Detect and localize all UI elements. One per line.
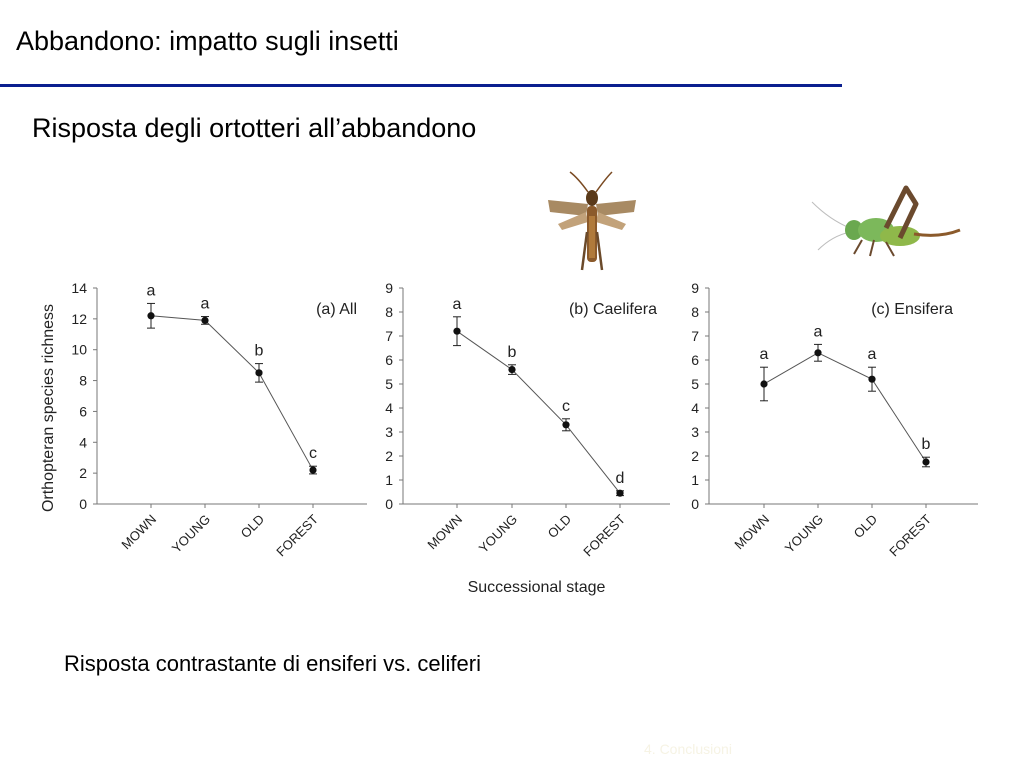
panel-3-y-tick-label: 1 <box>691 472 699 488</box>
panel-1-significance-letter: c <box>309 445 317 463</box>
panel-1-series-line <box>151 316 313 470</box>
panel-1-category-label: YOUNG <box>168 511 214 556</box>
panel-3-y-tick-label: 8 <box>691 304 699 320</box>
slide-caption: Risposta contrastante di ensiferi vs. celiferi <box>64 651 481 676</box>
panel-1-y-tick-label: 6 <box>79 403 87 420</box>
panel-3-y-tick-label: 7 <box>691 328 699 344</box>
panel-3-significance-letter: b <box>921 436 931 454</box>
panel-3-y-tick-label: 5 <box>691 376 699 392</box>
panel-3-y-tick-label: 0 <box>691 496 699 512</box>
panel-2-significance-letter: a <box>452 295 462 313</box>
panel-1-significance-letter: a <box>200 295 210 313</box>
panel-1-significance-letter: b <box>254 342 264 360</box>
panel-2-y-tick-label: 4 <box>385 400 393 416</box>
panel-1-category-label: FOREST <box>273 511 322 560</box>
panel-2-y-tick-label: 8 <box>385 304 393 320</box>
panel-3-significance-letter: a <box>759 346 769 364</box>
slide-title: Abbandono: impatto sugli insetti <box>16 26 399 56</box>
panel-1-y-tick-label: 12 <box>71 310 87 327</box>
panel-1-y-tick-label: 10 <box>71 341 87 358</box>
panel-1-data-point <box>255 369 262 376</box>
panel-3-y-tick-label: 4 <box>691 400 699 416</box>
panel-1-y-tick-label: 0 <box>79 496 87 512</box>
panel-1-y-tick-label: 4 <box>79 434 87 451</box>
panel-1-category-label: MOWN <box>118 511 160 553</box>
panel-1-category-label: OLD <box>237 511 268 542</box>
panel-2-y-tick-label: 5 <box>385 376 393 392</box>
panel-1-significance-letter: a <box>146 282 156 300</box>
panel-2-title: (b) Caelifera <box>568 301 657 318</box>
slide-subtitle: Risposta degli ortotteri all’abbandono <box>32 113 477 143</box>
panel-3-title: (c) Ensifera <box>871 301 953 318</box>
panel-2-significance-letter: b <box>507 343 517 361</box>
panel-2-data-point <box>508 366 515 373</box>
panel-2-series-line <box>457 331 620 493</box>
panel-2-category-label: YOUNG <box>475 511 521 556</box>
bush-cricket-icon <box>812 188 960 256</box>
panel-3-y-tick-label: 9 <box>691 280 699 296</box>
panel-3-significance-letter: a <box>867 346 877 364</box>
panel-2-category-label: OLD <box>544 511 575 542</box>
panel-3-category-label: FOREST <box>886 511 935 560</box>
panel-2-y-tick-label: 0 <box>385 496 393 512</box>
panel-3-y-tick-label: 2 <box>691 448 699 464</box>
panel-3-data-point <box>814 349 821 356</box>
panel-2-x-axis-label: Successional stage <box>467 579 606 596</box>
panel-1-y-axis-label: Orthopteran species richness <box>40 303 57 513</box>
panel-2-category-label: FOREST <box>580 511 629 560</box>
panel-3-series-line <box>764 353 926 462</box>
panel-1-title: (a) All <box>316 301 357 318</box>
grasshopper-icon <box>548 172 636 270</box>
panel-1-y-tick-label: 8 <box>79 372 87 389</box>
panel-2-y-tick-label: 2 <box>385 448 393 464</box>
panel-2-category-label: MOWN <box>424 511 466 553</box>
panel-2-y-tick-label: 3 <box>385 424 393 440</box>
panel-1-y-tick-label: 2 <box>79 465 87 482</box>
panel-1-data-point <box>147 312 154 319</box>
panel-2-y-tick-label: 6 <box>385 352 393 368</box>
panel-3-data-point <box>922 458 929 465</box>
panel-2-data-point <box>453 328 460 335</box>
panel-2-data-point <box>616 490 623 497</box>
panel-3-category-label: YOUNG <box>781 511 827 556</box>
panel-3-data-point <box>868 376 875 383</box>
panel-3-data-point <box>760 380 767 387</box>
panel-1-data-point <box>309 466 316 473</box>
panel-2-y-tick-label: 1 <box>385 472 393 488</box>
panel-3-category-label: OLD <box>850 511 881 542</box>
footer-section-label: 4. Conclusioni <box>644 741 732 757</box>
panel-2-significance-letter: c <box>562 397 570 415</box>
panel-2-y-tick-label: 9 <box>385 280 393 296</box>
panel-2-significance-letter: d <box>615 469 625 487</box>
panel-2-data-point <box>562 421 569 428</box>
panel-3-category-label: MOWN <box>731 511 773 553</box>
panel-3-y-tick-label: 6 <box>691 352 699 368</box>
panel-3-significance-letter: a <box>813 323 823 341</box>
panel-1-y-tick-label: 14 <box>71 280 87 296</box>
panel-3-y-tick-label: 3 <box>691 424 699 440</box>
panel-1-data-point <box>201 317 208 324</box>
panel-2-y-tick-label: 7 <box>385 328 393 344</box>
